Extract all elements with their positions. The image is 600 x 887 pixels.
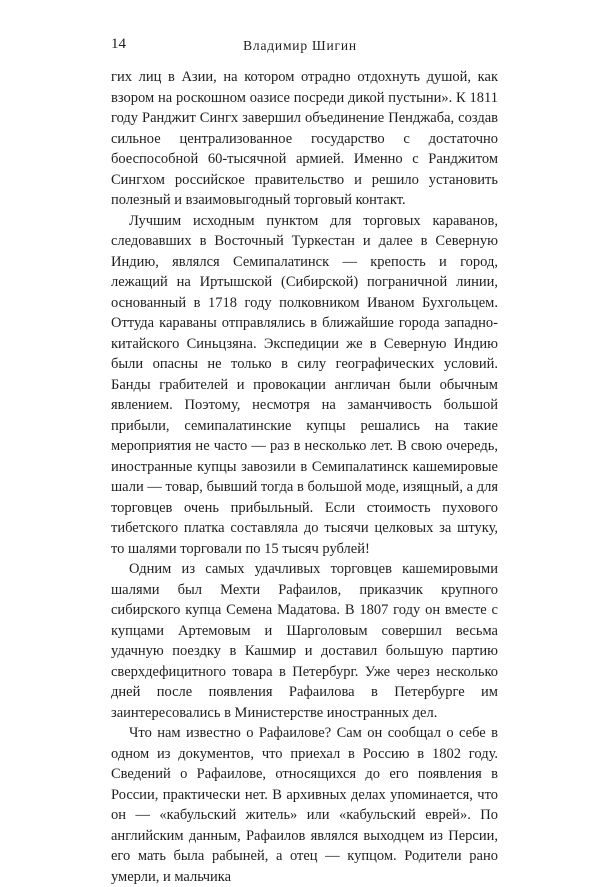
paragraph: Что нам известно о Рафаилове? Сам он сообщал о себе в одном из документов, что приехал в Россию в 1802 году. Сведений о Рафаилове, относящихся до его появления в России, практически нет. В архивных делах упоминается, что он — «кабульский житель» или «кабульский еврей». По английским данным, Рафаилов являлся выходцем из Персии, его мать была рабыней, а отец — купцом. Родители рано умерли, и мальчика: [111, 725, 498, 885]
paragraph: Лучшим исходным пунктом для торговых караванов, следовавших в Восточный Туркестан и далее в Северную Индию, являлся Семипалатинск — крепость и город, лежащий на Иртышской (Сибирской) пограничной линии, основанный в 1718 году полковником Иваном Бухгольцем. Оттуда караваны отправлялись в ближайшие города западно-китайского Синьцзяна. Экспедиции же в Северную Индию были опасны не только в силу географических условий. Банды грабителей и провокации англичан были обычным явлением. Поэтому, несмотря на заманчивость большой прибыли, семипалатинские купцы решались на такие мероприятия не часто — раз в несколько лет. В свою очередь, иностранные купцы завозили в Семипалатинск кашемировые шали — товар, бывший тогда в большой моде, изящный, а для торговцев очень прибыльный. Если стоимость пухового тибетского платка составляла до тысячи целковых за штуку, то шалями торговали по 15 тысяч рублей!: [111, 212, 498, 557]
running-title: Владимир Шигин: [243, 38, 357, 53]
page-number: 14: [111, 36, 126, 52]
page-header: [0, 36, 600, 56]
paragraph: гих лиц в Азии, на котором отрадно отдохнуть душой, как взором на роскошном оазисе посреди дикой пустыни». К 1811 году Ранджит Сингх завершил объединение Пенджаба, создав сильное централизованное государство с достаточно боеспособной 60-тысячной армией. Именно с Ранджитом Сингхом российское правительство и решило установить полезный и взаимовыгодный торговый контакт.: [111, 69, 498, 208]
body-text: [111, 67, 498, 887]
paragraph: Одним из самых удачливых торговцев кашемировыми шалями был Мехти Рафаилов, приказчик крупного сибирского купца Семена Мадатова. В 1807 году он вместе с купцами Артемовым и Шарголовым совершил весьма удачную поездку в Кашмир и доставил большую партию сверхдефицитного товара в Петербург. Уже через несколько дней после появления Рафаилова в Петербурге им заинтересовались в Министерстве иностранных дел.: [111, 561, 498, 721]
